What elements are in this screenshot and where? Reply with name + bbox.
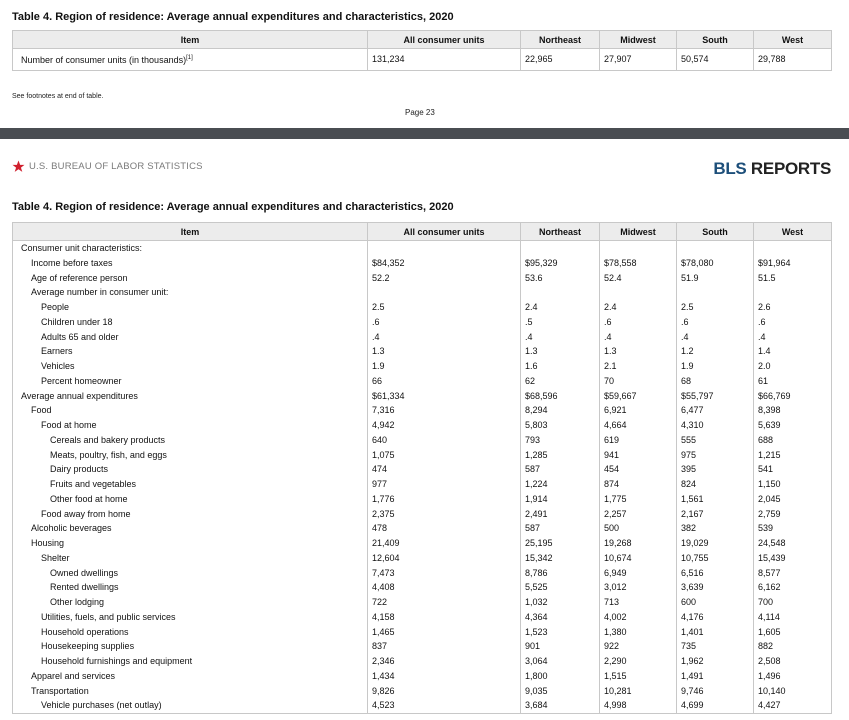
row-label: Utilities, fuels, and public services [13, 610, 368, 625]
table-cell: 66 [368, 374, 521, 389]
table-cell: 27,907 [600, 49, 677, 71]
table-cell: 1,380 [600, 625, 677, 640]
table-cell: 837 [368, 639, 521, 654]
table-cell: 19,029 [677, 536, 754, 551]
row-label: Average number in consumer unit: [13, 285, 368, 300]
table-cell: $78,558 [600, 256, 677, 271]
row-label: Food away from home [13, 507, 368, 522]
table-cell: 4,664 [600, 418, 677, 433]
table-cell: 688 [754, 433, 832, 448]
summary-table-header [13, 31, 832, 49]
row-label: Adults 65 and older [13, 330, 368, 345]
row-label: Vehicle purchases (net outlay) [13, 698, 368, 713]
table-cell: $66,769 [754, 389, 832, 404]
table-cell: 25,195 [521, 536, 600, 551]
row-label: Household furnishings and equipment [13, 654, 368, 669]
table-cell: 975 [677, 448, 754, 463]
table-row [13, 49, 832, 71]
table-cell: .6 [677, 315, 754, 330]
table-cell: .6 [368, 315, 521, 330]
row-label: Rented dwellings [13, 580, 368, 595]
table-cell: 1,491 [677, 669, 754, 684]
table-cell: .6 [600, 315, 677, 330]
table-cell: 1,285 [521, 448, 600, 463]
row-label: Other food at home [13, 492, 368, 507]
table-cell: 1.6 [521, 359, 600, 374]
column-header: Item [13, 223, 368, 241]
table-row [13, 580, 832, 595]
table-cell: 29,788 [754, 49, 832, 71]
table-cell: 1,224 [521, 477, 600, 492]
table-row [13, 315, 832, 330]
table-cell: $61,334 [368, 389, 521, 404]
table-cell: 15,342 [521, 551, 600, 566]
table-cell: 587 [521, 462, 600, 477]
table-cell: 3,012 [600, 580, 677, 595]
table-cell: 4,002 [600, 610, 677, 625]
table-cell: 640 [368, 433, 521, 448]
table-cell: 2,346 [368, 654, 521, 669]
table-cell: 1.3 [521, 344, 600, 359]
table-cell: 53.6 [521, 271, 600, 286]
expenditures-table [12, 222, 832, 714]
table-row [13, 492, 832, 507]
table-row [13, 507, 832, 522]
table-row [13, 610, 832, 625]
table-cell: 51.5 [754, 271, 832, 286]
table-cell: 9,035 [521, 684, 600, 699]
table-cell [677, 241, 754, 256]
table-cell: 12,604 [368, 551, 521, 566]
table-cell: 874 [600, 477, 677, 492]
table-cell: 50,574 [677, 49, 754, 71]
table-cell: 539 [754, 521, 832, 536]
table-cell: $68,596 [521, 389, 600, 404]
table-cell: 4,158 [368, 610, 521, 625]
summary-table [12, 30, 832, 71]
table-row [13, 433, 832, 448]
table-cell [754, 285, 832, 300]
table-cell: 2.6 [754, 300, 832, 315]
table-cell: .6 [754, 315, 832, 330]
table-cell: 4,114 [754, 610, 832, 625]
logo-bls-text: BLS [713, 159, 747, 178]
table-cell: 5,639 [754, 418, 832, 433]
table-cell: 3,684 [521, 698, 600, 713]
table-cell: 2,491 [521, 507, 600, 522]
table-cell: 2.5 [368, 300, 521, 315]
row-label: Shelter [13, 551, 368, 566]
table-cell: 4,176 [677, 610, 754, 625]
table-cell: 24,548 [754, 536, 832, 551]
table-cell: 2.0 [754, 359, 832, 374]
table-cell: 8,398 [754, 403, 832, 418]
column-header: All consumer units [368, 223, 521, 241]
table-cell: .4 [677, 330, 754, 345]
table-cell: 10,674 [600, 551, 677, 566]
table-cell: $78,080 [677, 256, 754, 271]
table-row [13, 256, 832, 271]
table-title-main: Table 4. Region of residence: Average annual expenditures and characteristics, 2020 [12, 201, 454, 213]
table-cell: 1.3 [600, 344, 677, 359]
table-row [13, 536, 832, 551]
table-cell: 1.4 [754, 344, 832, 359]
table-cell: 22,965 [521, 49, 600, 71]
table-row [13, 285, 832, 300]
table-cell: 1,515 [600, 669, 677, 684]
table-cell: 6,162 [754, 580, 832, 595]
table-cell: 4,998 [600, 698, 677, 713]
table-row [13, 330, 832, 345]
column-header: South [677, 31, 754, 49]
table-cell: 9,826 [368, 684, 521, 699]
table-cell: 2,508 [754, 654, 832, 669]
table-cell [521, 241, 600, 256]
row-label: Cereals and bakery products [13, 433, 368, 448]
table-cell: 1,800 [521, 669, 600, 684]
table-cell [600, 285, 677, 300]
column-header: Northeast [521, 31, 600, 49]
table-row [13, 359, 832, 374]
table-cell: 2.1 [600, 359, 677, 374]
table-cell: 19,268 [600, 536, 677, 551]
table-row [13, 684, 832, 699]
table-row [13, 654, 832, 669]
row-label: Consumer unit characteristics: [13, 241, 368, 256]
column-header: South [677, 223, 754, 241]
table-cell: .5 [521, 315, 600, 330]
table-cell: 4,310 [677, 418, 754, 433]
table-cell: 1,465 [368, 625, 521, 640]
row-label: Housekeeping supplies [13, 639, 368, 654]
table-cell: 68 [677, 374, 754, 389]
row-label: Vehicles [13, 359, 368, 374]
table-cell: 1.3 [368, 344, 521, 359]
row-label: Age of reference person [13, 271, 368, 286]
row-label: Transportation [13, 684, 368, 699]
table-cell: 5,803 [521, 418, 600, 433]
table-cell: 1,962 [677, 654, 754, 669]
table-cell: 977 [368, 477, 521, 492]
table-cell: 1,215 [754, 448, 832, 463]
row-label: Income before taxes [13, 256, 368, 271]
table-cell: 2,257 [600, 507, 677, 522]
table-cell: .4 [368, 330, 521, 345]
table-cell: 2.4 [600, 300, 677, 315]
table-cell: 382 [677, 521, 754, 536]
table-row [13, 241, 832, 256]
table-cell: 1,523 [521, 625, 600, 640]
table-cell: 1.9 [677, 359, 754, 374]
table-cell: 10,755 [677, 551, 754, 566]
table-cell: 2,290 [600, 654, 677, 669]
page-divider [0, 128, 849, 139]
row-label: Owned dwellings [13, 566, 368, 581]
table-cell: 4,408 [368, 580, 521, 595]
table-row [13, 448, 832, 463]
table-cell: .4 [600, 330, 677, 345]
table-cell: 3,639 [677, 580, 754, 595]
column-header: Midwest [600, 31, 677, 49]
table-row [13, 389, 832, 404]
table-row [13, 595, 832, 610]
table-cell: 4,364 [521, 610, 600, 625]
table-cell: 713 [600, 595, 677, 610]
row-label: Other lodging [13, 595, 368, 610]
table-row [13, 344, 832, 359]
table-cell: 1,434 [368, 669, 521, 684]
logo-reports-text: REPORTS [750, 159, 831, 178]
table-cell: 9,746 [677, 684, 754, 699]
table-cell: $55,797 [677, 389, 754, 404]
table-cell: 4,427 [754, 698, 832, 713]
table-cell: 500 [600, 521, 677, 536]
table-cell: 2,045 [754, 492, 832, 507]
row-label: People [13, 300, 368, 315]
table-row [13, 639, 832, 654]
table-title-top: Table 4. Region of residence: Average annual expenditures and characteristics, 2020 [12, 11, 454, 23]
table-row [13, 300, 832, 315]
star-icon [12, 160, 25, 173]
table-cell: .4 [754, 330, 832, 345]
row-label: Percent homeowner [13, 374, 368, 389]
table-cell: 4,523 [368, 698, 521, 713]
row-label: Fruits and vegetables [13, 477, 368, 492]
table-cell: 6,921 [600, 403, 677, 418]
agency-name: U.S. BUREAU OF LABOR STATISTICS [29, 161, 203, 172]
table-cell: 52.2 [368, 271, 521, 286]
table-cell: 1,605 [754, 625, 832, 640]
table-cell: 8,577 [754, 566, 832, 581]
table-row [13, 669, 832, 684]
table-cell: 2,759 [754, 507, 832, 522]
table-row [13, 462, 832, 477]
table-cell: 62 [521, 374, 600, 389]
table-cell: 7,473 [368, 566, 521, 581]
footnote-note: See footnotes at end of table. [12, 93, 104, 100]
column-header: West [754, 31, 832, 49]
table-cell: 2.5 [677, 300, 754, 315]
row-label: Meats, poultry, fish, and eggs [13, 448, 368, 463]
table-cell: 474 [368, 462, 521, 477]
table-row [13, 566, 832, 581]
row-label: Dairy products [13, 462, 368, 477]
table-cell: 700 [754, 595, 832, 610]
table-cell: 2,167 [677, 507, 754, 522]
row-label: Average annual expenditures [13, 389, 368, 404]
table-cell: 1,776 [368, 492, 521, 507]
table-cell: 6,477 [677, 403, 754, 418]
row-label: Earners [13, 344, 368, 359]
table-cell: 922 [600, 639, 677, 654]
table-cell: 722 [368, 595, 521, 610]
table-row [13, 551, 832, 566]
table-cell: 1,150 [754, 477, 832, 492]
row-label: Household operations [13, 625, 368, 640]
table-cell: 10,140 [754, 684, 832, 699]
table-row [13, 418, 832, 433]
footnote-marker[interactable]: [1] [186, 55, 193, 61]
table-cell [368, 285, 521, 300]
table-cell: 901 [521, 639, 600, 654]
column-header: Item [13, 31, 368, 49]
column-header: Midwest [600, 223, 677, 241]
bls-reports-logo [713, 159, 831, 179]
table-cell: 7,316 [368, 403, 521, 418]
row-label [13, 49, 368, 71]
table-row [13, 271, 832, 286]
table-cell [368, 241, 521, 256]
table-cell: 51.9 [677, 271, 754, 286]
table-row [13, 698, 832, 713]
row-label: Alcoholic beverages [13, 521, 368, 536]
table-cell: 600 [677, 595, 754, 610]
table-cell: 1,032 [521, 595, 600, 610]
page-number: Page 23 [405, 108, 435, 117]
table-cell: 454 [600, 462, 677, 477]
table-cell: 793 [521, 433, 600, 448]
table-cell: 131,234 [368, 49, 521, 71]
table-cell: 882 [754, 639, 832, 654]
table-cell: 3,064 [521, 654, 600, 669]
table-cell: $91,964 [754, 256, 832, 271]
agency-header [12, 160, 203, 173]
table-cell: 541 [754, 462, 832, 477]
table-cell: 395 [677, 462, 754, 477]
table-cell: 21,409 [368, 536, 521, 551]
table-cell: 15,439 [754, 551, 832, 566]
table-cell: 10,281 [600, 684, 677, 699]
table-cell: 1,075 [368, 448, 521, 463]
table-row [13, 477, 832, 492]
table-cell: 824 [677, 477, 754, 492]
table-row [13, 521, 832, 536]
table-cell: 1,914 [521, 492, 600, 507]
table-cell: 619 [600, 433, 677, 448]
table-cell: 1,496 [754, 669, 832, 684]
table-cell: 8,786 [521, 566, 600, 581]
table-cell [600, 241, 677, 256]
table-cell: 1.2 [677, 344, 754, 359]
table-cell: .4 [521, 330, 600, 345]
table-cell: 941 [600, 448, 677, 463]
table-row [13, 625, 832, 640]
table-cell: 52.4 [600, 271, 677, 286]
table-cell: 8,294 [521, 403, 600, 418]
table-cell: 6,949 [600, 566, 677, 581]
table-cell: 2,375 [368, 507, 521, 522]
row-label: Children under 18 [13, 315, 368, 330]
table-cell: 1,401 [677, 625, 754, 640]
table-cell: 587 [521, 521, 600, 536]
row-label-text: Number of consumer units (in thousands) [21, 55, 187, 65]
table-cell: 555 [677, 433, 754, 448]
table-cell: 61 [754, 374, 832, 389]
table-row [13, 403, 832, 418]
table-cell: $84,352 [368, 256, 521, 271]
row-label: Food at home [13, 418, 368, 433]
table-cell [521, 285, 600, 300]
table-cell: 1,775 [600, 492, 677, 507]
table-row [13, 374, 832, 389]
row-label: Apparel and services [13, 669, 368, 684]
expenditures-table-header [13, 223, 832, 241]
table-cell: 5,525 [521, 580, 600, 595]
column-header: West [754, 223, 832, 241]
table-cell: 735 [677, 639, 754, 654]
row-label: Housing [13, 536, 368, 551]
table-cell: 70 [600, 374, 677, 389]
table-cell: 2.4 [521, 300, 600, 315]
table-cell [754, 241, 832, 256]
table-cell: 1.9 [368, 359, 521, 374]
table-cell: 1,561 [677, 492, 754, 507]
table-cell [677, 285, 754, 300]
table-cell: 4,942 [368, 418, 521, 433]
table-cell: $59,667 [600, 389, 677, 404]
table-cell: 6,516 [677, 566, 754, 581]
column-header: All consumer units [368, 31, 521, 49]
row-label: Food [13, 403, 368, 418]
table-cell: $95,329 [521, 256, 600, 271]
table-cell: 4,699 [677, 698, 754, 713]
column-header: Northeast [521, 223, 600, 241]
table-cell: 478 [368, 521, 521, 536]
